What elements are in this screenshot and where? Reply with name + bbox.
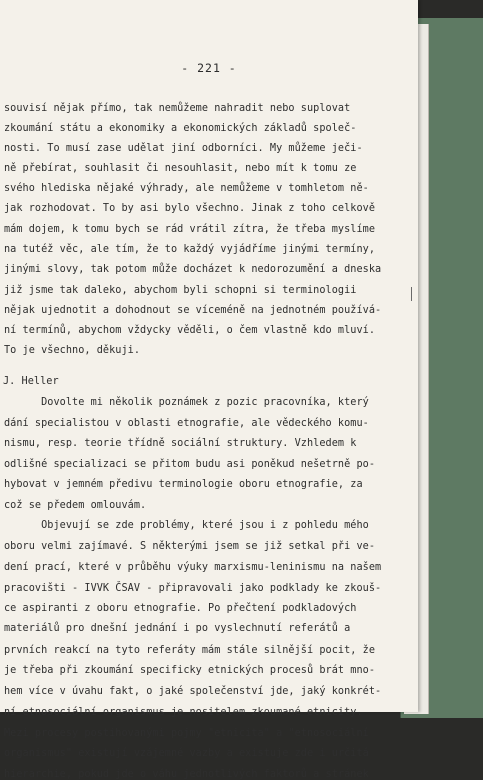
text-line: zkoumání státu a ekonomiky a ekonomických základů společ- bbox=[4, 123, 357, 134]
text-line: na tutéž věc, ale tím, že to každý vyjádříme jinými termíny, bbox=[4, 244, 376, 255]
text-line: nějak ujednotit a dohodnout se víceméně na jednotném používá- bbox=[4, 305, 382, 316]
speaker-heading: J. Heller bbox=[3, 376, 59, 387]
text-line: To je všechno, děkuji. bbox=[4, 345, 141, 356]
text-line: nosti. To musí zase udělat jiní odborníci. My můžeme ječi- bbox=[4, 143, 363, 154]
text-line: ce aspiranti z oboru etnografie. Po přečtení podkladových bbox=[4, 603, 357, 614]
text-line: materiálů pro dnešní jednání i po vyslechnutí referátů a bbox=[4, 623, 351, 634]
margin-mark bbox=[411, 287, 412, 301]
text-line: je třeba při zkoumání specificky etnických procesů brát mno- bbox=[4, 665, 376, 676]
text-line: Objevují se zde problémy, které jsou i z pohledu mého bbox=[4, 520, 369, 531]
page-number: - 221 - bbox=[181, 61, 237, 75]
text-line: prvních reakcí na tyto referáty mám stále silnější pocit, že bbox=[4, 645, 376, 656]
text-line: Mezi procesy postihovanými pojmy "etnicita" a "etnosociální bbox=[4, 728, 369, 739]
text-line: již jsme tak daleko, abychom byli schopni si terminologii bbox=[4, 285, 357, 296]
text-line: ní termínů, abychom vždycky věděli, o čem vlastně kdo mluví. bbox=[4, 325, 376, 336]
text-line: mám dojem, k tomu bych se rád vrátil zítra, že třeba myslíme bbox=[4, 224, 376, 235]
text-line: dání specialistou v oblasti etnografie, ale vědeckého komu- bbox=[4, 418, 369, 429]
text-line: hierarchie, pokud jde o váhu jednotlivých faktorů a stránek bbox=[4, 769, 369, 780]
text-line: ní etnosociální organismus je nositelem zkoumané etnicity. bbox=[4, 707, 363, 718]
text-line: odlišné specializaci se přitom budu asi poněkud nešetrně po- bbox=[4, 459, 376, 470]
text-line: organismus" existují vzájemné vazby a existuje zde i určitá bbox=[4, 748, 369, 759]
text-line: jak rozhodovat. To by asi bylo všechno. Jinak z toho celkově bbox=[4, 203, 376, 214]
text-line: hybovat v jemném předivu terminologie oboru etnografie, za bbox=[4, 479, 363, 490]
text-line: ně přebírat, souhlasit či nesouhlasit, nebo mít k tomu ze bbox=[4, 163, 357, 174]
text-line: oboru velmi zajímavé. S některými jsem se již setkal při ve- bbox=[4, 541, 376, 552]
text-line: Dovolte mi několik poznámek z pozic pracovníka, který bbox=[4, 397, 369, 408]
text-line: což se předem omlouvám. bbox=[4, 500, 147, 511]
text-line: svého hlediska nějaké výhrady, ale nemůžeme v tomhletom ně- bbox=[4, 183, 369, 194]
text-line: dení prací, které v průběhu výuky marxismu-leninismu na našem bbox=[4, 562, 382, 573]
text-line: hem více v úvahu fakt, o jaké společenství jde, jaký konkrét- bbox=[4, 686, 382, 697]
text-line: nismu, resp. teorie třídně sociální struktury. Vzhledem k bbox=[4, 438, 357, 449]
text-line: jinými slovy, tak potom může docházet k nedorozumění a dneska bbox=[4, 264, 382, 275]
text-line: pracovišti - IVVK ČSAV - připravovali jako podklady ke zkouš- bbox=[4, 583, 382, 594]
text-line: souvisí nějak přímo, tak nemůžeme nahradit nebo suplovat bbox=[4, 103, 351, 114]
